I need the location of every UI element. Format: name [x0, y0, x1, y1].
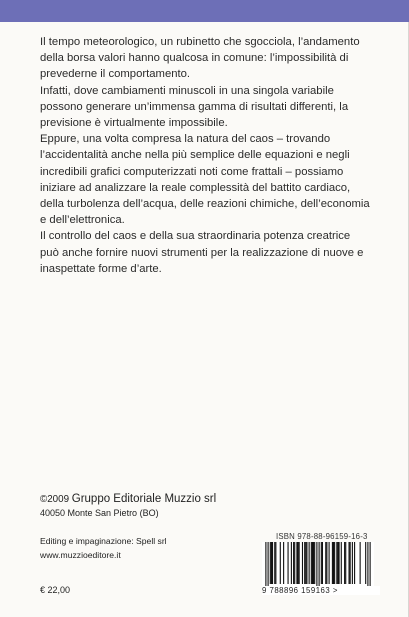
barcode-bar: [309, 542, 310, 584]
barcode-bar: [370, 542, 371, 588]
barcode-bar: [319, 542, 320, 588]
barcode-digits: 9 788896 159163 >: [262, 586, 380, 595]
publisher-website: www.muzzioeditore.it: [40, 550, 121, 560]
barcode-bar: [341, 542, 342, 584]
book-price: € 22,00: [40, 585, 71, 595]
blurb-paragraph: Il controllo del caos e della sua straordinaria potenza creatrice può anche fornire nuovi strumenti per la realizzazione di nuove e inaspettate forme d’arte.: [40, 230, 364, 275]
barcode-bar: [270, 542, 271, 584]
barcode-bar: [294, 542, 295, 584]
barcode-bar: [329, 542, 330, 584]
barcode-bar: [350, 542, 351, 584]
barcode-bar: [280, 542, 281, 584]
barcode-bar: [288, 542, 289, 584]
barcode-bar: [365, 542, 366, 584]
barcode-bar: [296, 542, 297, 584]
publisher-address: 40050 Monte San Pietro (BO): [40, 508, 159, 518]
barcode-bar: [304, 542, 305, 584]
barcode-bar: [336, 542, 337, 584]
barcode-bar: [360, 542, 361, 584]
barcode-bar: [352, 542, 353, 584]
blurb-paragraph: Il tempo meteorologico, un rubinetto che sgocciola, l’andamento della borsa valori hanno qualcosa in comune: l’impossibilità di prevederne il comportamento.: [40, 36, 360, 81]
barcode-bar: [333, 542, 334, 584]
barcode-bar: [306, 542, 307, 584]
barcode-bar: [313, 542, 314, 584]
barcode-bar: [354, 542, 355, 584]
isbn-barcode: [262, 542, 374, 592]
barcode-bar: [314, 542, 315, 584]
barcode-bar: [367, 542, 368, 588]
barcode-bar: [345, 542, 346, 584]
barcode-bar: [291, 542, 292, 584]
barcode-bar: [344, 542, 345, 584]
barcode-bar: [311, 542, 312, 584]
isbn-label: ISBN 978-88-96159-16-3: [276, 532, 368, 541]
barcode-bar: [302, 542, 303, 584]
production-credits: [40, 534, 167, 562]
barcode-bar: [271, 542, 272, 584]
blurb-paragraph: Eppure, una volta compresa la natura del caos – trovando l’accidentalità anche nella più semplice delle equazioni e negli incredibili grafici computerizzati noti come frattali – possiamo iniziare ad analizzare la reale complessità del battito cardiaco, della turbolenza dell’acqua, delle reazioni chimiche, dell’economia e dell’elettronica.: [40, 133, 370, 227]
barcode-bar: [275, 542, 276, 584]
barcode-bar: [312, 542, 313, 584]
barcode-bar: [322, 542, 323, 584]
cover-color-band: [0, 0, 409, 22]
barcode-bar: [332, 542, 333, 584]
editing-credit: Editing e impaginazione: Spell srl: [40, 536, 167, 546]
barcode-bar: [339, 542, 340, 584]
blurb-paragraph: Infatti, dove cambiamenti minuscoli in una singola variabile possono generare un’immensa gamma di risultati differenti, la previsione è virtualmente impossibile.: [40, 84, 349, 130]
barcode-bar: [297, 542, 298, 584]
publisher-name: Gruppo Editoriale Muzzio srl: [71, 493, 217, 505]
barcode-bar: [305, 542, 306, 584]
barcode-bar: [274, 542, 275, 584]
barcode-bar: [272, 542, 273, 584]
barcode-bar: [337, 542, 338, 584]
publisher-imprint: [40, 492, 216, 520]
barcode-bar: [325, 542, 326, 584]
barcode-bar: [283, 542, 284, 584]
barcode-bar: [316, 542, 317, 588]
barcode-bar: [326, 542, 327, 584]
copyright-year: ©2009: [40, 494, 70, 505]
barcode-bar: [348, 542, 349, 584]
barcode-bar: [321, 542, 322, 584]
barcode-bar: [299, 542, 300, 584]
barcode-bar: [334, 542, 335, 584]
barcode-bar: [265, 542, 266, 588]
barcode-bar: [268, 542, 269, 588]
cover-blurb: [40, 34, 370, 277]
barcode-bar: [293, 542, 294, 584]
